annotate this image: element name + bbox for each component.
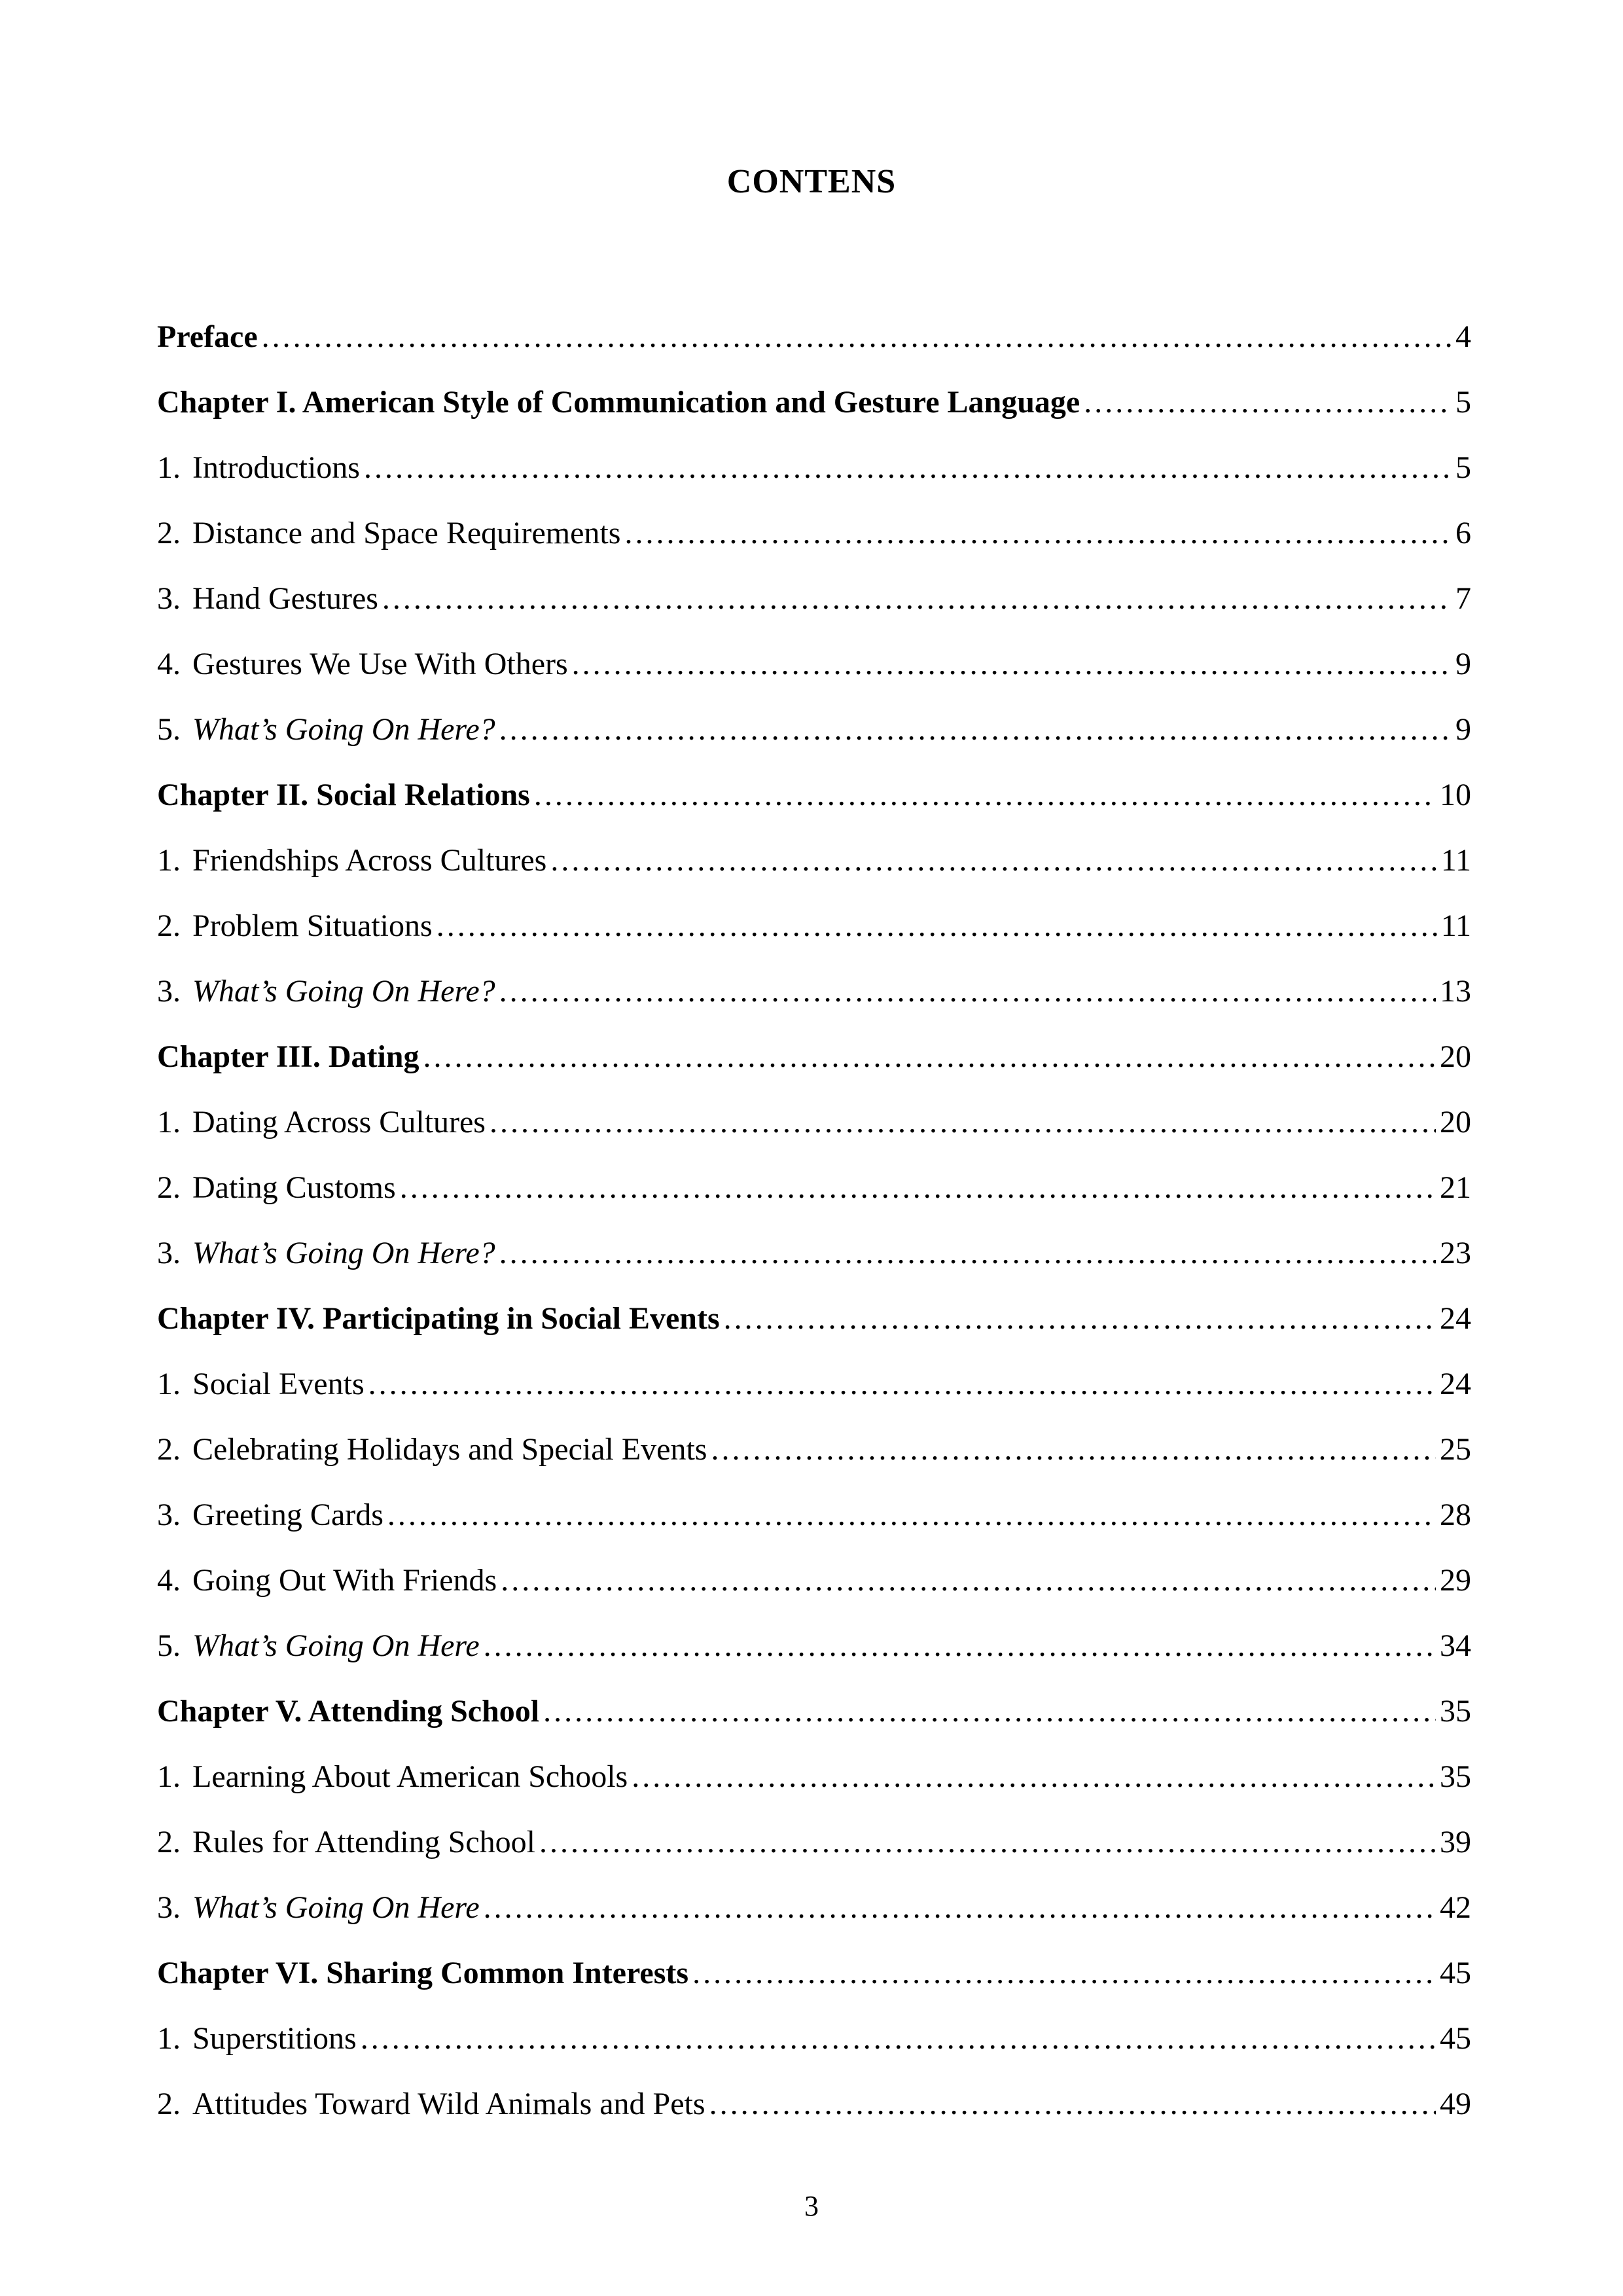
entry-label: Chapter IV. Participating in Social Events <box>157 1301 720 1336</box>
dot-leader <box>1084 370 1452 435</box>
entry-page: 11 <box>1440 843 1471 878</box>
entry-number: 3. <box>157 1236 181 1270</box>
entry-number: 1. <box>157 843 181 878</box>
entry-number: 1. <box>157 2021 181 2056</box>
entry-number: 3. <box>157 581 181 616</box>
dot-leader <box>572 632 1452 697</box>
dot-leader <box>499 1221 1436 1286</box>
dot-leader <box>724 1286 1436 1352</box>
entry-label: Going Out With Friends <box>192 1563 497 1598</box>
entry-label: Introductions <box>192 450 360 485</box>
entry-number: 5. <box>157 1628 181 1663</box>
entry-page: 35 <box>1440 1759 1471 1794</box>
entry-number: 2. <box>157 1825 181 1859</box>
toc-entry <box>157 501 1471 566</box>
entry-page: 9 <box>1455 647 1471 681</box>
dot-leader <box>437 893 1437 959</box>
toc-entry <box>157 370 1471 435</box>
entry-number: 1. <box>157 1105 181 1139</box>
dot-leader <box>361 2006 1436 2072</box>
entry-number: 3. <box>157 974 181 1009</box>
toc-entry <box>157 1090 1471 1155</box>
toc-entries <box>157 304 1471 2137</box>
entry-number: 4. <box>157 647 181 681</box>
entry-label: What’s Going On Here <box>192 1628 480 1663</box>
dot-leader <box>490 1090 1436 1155</box>
entry-label: Friendships Across Cultures <box>192 843 547 878</box>
entry-label: What’s Going On Here? <box>192 1236 495 1270</box>
entry-label: Greeting Cards <box>192 1498 383 1532</box>
dot-leader <box>501 1548 1436 1613</box>
dot-leader <box>632 1744 1436 1810</box>
toc-entry <box>157 435 1471 501</box>
entry-page: 42 <box>1440 1890 1471 1925</box>
entry-page: 35 <box>1440 1694 1471 1729</box>
entry-page: 23 <box>1440 1236 1471 1270</box>
entry-label: Distance and Space Requirements <box>192 516 621 550</box>
toc-entry <box>157 697 1471 762</box>
entry-label: Chapter III. Dating <box>157 1039 419 1074</box>
entry-number: 2. <box>157 2087 181 2121</box>
entry-page: 5 <box>1455 385 1471 420</box>
entry-label: Chapter VI. Sharing Common Interests <box>157 1956 689 1990</box>
toc-entry <box>157 1221 1471 1286</box>
entry-label: Gestures We Use With Others <box>192 647 568 681</box>
entry-page: 11 <box>1440 908 1471 943</box>
dot-leader <box>368 1352 1436 1417</box>
entry-page: 9 <box>1455 712 1471 747</box>
dot-leader <box>262 304 1452 370</box>
entry-label: Superstitions <box>192 2021 357 2056</box>
entry-label: Chapter II. Social Relations <box>157 778 530 812</box>
entry-page: 45 <box>1440 2021 1471 2056</box>
entry-page: 20 <box>1440 1105 1471 1139</box>
dot-leader <box>364 435 1452 501</box>
entry-page: 10 <box>1440 778 1471 812</box>
entry-number: 5. <box>157 712 181 747</box>
dot-leader <box>711 1417 1436 1482</box>
dot-leader <box>624 501 1452 566</box>
dot-leader <box>423 1024 1436 1090</box>
toc-entry <box>157 2006 1471 2072</box>
dot-leader <box>387 1482 1436 1548</box>
entry-label: Problem Situations <box>192 908 433 943</box>
dot-leader <box>534 762 1436 828</box>
dot-leader <box>499 959 1436 1024</box>
entry-page: 25 <box>1440 1432 1471 1467</box>
entry-page: 21 <box>1440 1170 1471 1205</box>
toc-entry <box>157 1417 1471 1482</box>
entry-number: 1. <box>157 450 181 485</box>
toc-entry <box>157 1024 1471 1090</box>
entry-page: 24 <box>1440 1301 1471 1336</box>
entry-label: What’s Going On Here <box>192 1890 480 1925</box>
entry-label: Hand Gestures <box>192 581 378 616</box>
toc-entry <box>157 1744 1471 1810</box>
toc-entry <box>157 1352 1471 1417</box>
entry-page: 20 <box>1440 1039 1471 1074</box>
entry-number: 2. <box>157 1432 181 1467</box>
page-number: 3 <box>804 2190 819 2222</box>
entry-label: What’s Going On Here? <box>192 974 495 1009</box>
entry-page: 28 <box>1440 1498 1471 1532</box>
entry-page: 34 <box>1440 1628 1471 1663</box>
entry-number: 4. <box>157 1563 181 1598</box>
dot-leader <box>692 1941 1436 2006</box>
entry-page: 5 <box>1455 450 1471 485</box>
dot-leader <box>543 1679 1436 1744</box>
entry-page: 6 <box>1455 516 1471 550</box>
entry-number: 3. <box>157 1890 181 1925</box>
entry-page: 24 <box>1440 1367 1471 1401</box>
entry-page: 7 <box>1455 581 1471 616</box>
toc-entry <box>157 1482 1471 1548</box>
entry-page: 4 <box>1455 319 1471 354</box>
entry-page: 49 <box>1440 2087 1471 2121</box>
dot-leader <box>550 828 1436 893</box>
entry-label: Chapter I. American Style of Communication and Gesture Language <box>157 385 1080 420</box>
dot-leader <box>382 566 1452 632</box>
toc-entry <box>157 893 1471 959</box>
toc-entry <box>157 632 1471 697</box>
entry-number: 2. <box>157 516 181 550</box>
toc-entry <box>157 959 1471 1024</box>
entry-label: Rules for Attending School <box>192 1825 535 1859</box>
toc-entry <box>157 1941 1471 2006</box>
dot-leader <box>400 1155 1436 1221</box>
entry-page: 45 <box>1440 1956 1471 1990</box>
toc-entry <box>157 2072 1471 2137</box>
toc-entry <box>157 1679 1471 1744</box>
entry-label: Dating Customs <box>192 1170 396 1205</box>
toc-entry <box>157 762 1471 828</box>
toc-entry <box>157 1155 1471 1221</box>
dot-leader <box>484 1613 1436 1679</box>
dot-leader <box>499 697 1452 762</box>
entry-number: 3. <box>157 1498 181 1532</box>
entry-page: 29 <box>1440 1563 1471 1598</box>
toc-entry <box>157 828 1471 893</box>
toc-entry <box>157 1548 1471 1613</box>
entry-label: Dating Across Cultures <box>192 1105 486 1139</box>
dot-leader <box>709 2072 1436 2137</box>
entry-number: 2. <box>157 908 181 943</box>
entry-label: Learning About American Schools <box>192 1759 628 1794</box>
toc-entry <box>157 1286 1471 1352</box>
entry-page: 13 <box>1440 974 1471 1009</box>
toc-entry <box>157 1613 1471 1679</box>
page-title: CONTENS <box>726 163 897 200</box>
toc-entry <box>157 566 1471 632</box>
toc-entry <box>157 1810 1471 1875</box>
entry-label: Chapter V. Attending School <box>157 1694 540 1729</box>
entry-label: Social Events <box>192 1367 365 1401</box>
entry-number: 2. <box>157 1170 181 1205</box>
entry-label: Attitudes Toward Wild Animals and Pets <box>192 2087 705 2121</box>
toc-entry <box>157 304 1471 370</box>
entry-label: Celebrating Holidays and Special Events <box>192 1432 707 1467</box>
entry-number: 1. <box>157 1759 181 1794</box>
entry-label: Preface <box>157 319 258 354</box>
dot-leader <box>539 1810 1436 1875</box>
toc-entry <box>157 1875 1471 1941</box>
dot-leader <box>484 1875 1436 1941</box>
entry-label: What’s Going On Here? <box>192 712 495 747</box>
entry-number: 1. <box>157 1367 181 1401</box>
entry-page: 39 <box>1440 1825 1471 1859</box>
